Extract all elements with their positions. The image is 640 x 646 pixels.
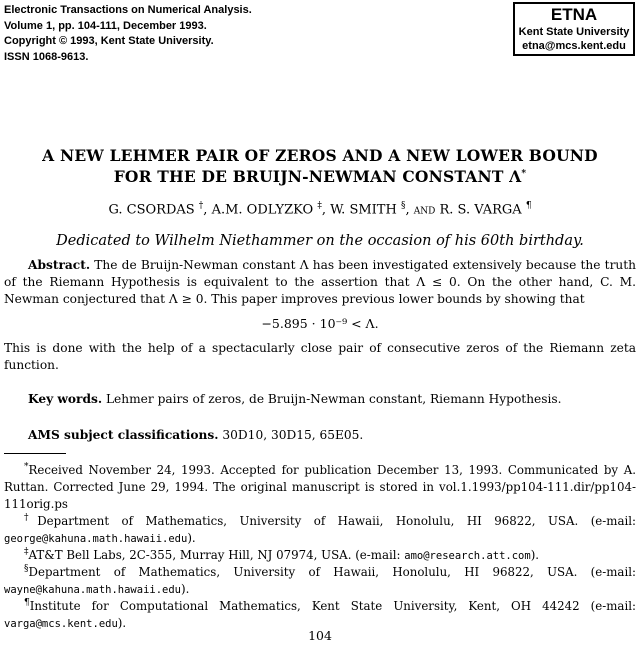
etna-title: ETNA [550,5,598,24]
journal-line: Electronic Transactions on Numerical Analysis. [4,4,252,16]
etna-email: etna@mcs.kent.edu [522,40,626,52]
etna-logo-box [513,2,635,56]
abstract [4,257,636,308]
author-separator: , [203,202,212,218]
author-mark: ‡ [317,201,322,211]
footnote-email[interactable]: wayne@kahuna.math.hawaii.edu [4,583,182,596]
footnote-text: Received November 24, 1993. Accepted for publication December 13, 1993. Communicated by A. Ruttan. Corrected June 29, 1994. The original manuscript is stored in vol.1.1993/pp104-111.dir/pp104-111orig.ps [4,462,636,511]
footnote-text: AT&T Bell Labs, 2C-355, Murray Hill, NJ 07974, USA. (e-mail: [28,547,401,562]
keywords-label: Key words. [28,392,103,406]
footnote-email[interactable]: varga@mcs.kent.edu [4,617,118,630]
paper-title [0,147,640,186]
title-line-2-text: FOR THE DE BRUIJN-NEWMAN CONSTANT Λ [113,167,522,187]
author-mark: § [400,201,406,211]
footnote-email[interactable]: george@kahuna.math.hawaii.edu [4,532,188,545]
footnote-varga: ¶Institute for Computational Mathematics, Kent State University, Kent, OH 44242 (e-mail: varga@mcs.kent.edu). [4,598,636,630]
title-footnote-mark: * [521,169,527,179]
ams-label: AMS subject classifications. [28,428,219,442]
author-name: R. S. VARGA [439,202,522,218]
footnote-mark: † [24,513,38,523]
footnote-email[interactable]: amo@research.att.com [404,549,531,562]
page-number: 104 [308,628,332,643]
author-separator: , [321,202,331,218]
footnote-mark: * [24,462,29,472]
author-mark: ¶ [525,201,532,211]
journal-header [4,3,252,65]
keywords [4,391,636,408]
etna-university: Kent State University [518,26,630,38]
journal-line: Volume 1, pp. 104-111, December 1993. [4,19,207,32]
footnote-csordas: †Department of Mathematics, University of Hawaii, Honolulu, HI 96822, USA. (e-mail: george@kahuna.math.hawaii.edu). [4,513,637,545]
ams-text: 30D10, 30D15, 65E05. [222,428,364,442]
title-line-2 [0,165,640,186]
dedication: Dedicated to Wilhelm Niethammer on the occasion of his 60th birthday. [56,233,584,249]
author-list [0,201,640,217]
author-name: G. CSORDAS [108,202,195,218]
footnote-mark: § [24,564,29,574]
author-name: A.M. ODLYZKO [211,202,314,218]
title-line-1: A NEW LEHMER PAIR OF ZEROS AND A NEW LOWER BOUND [42,146,598,165]
footnote-odlyzko: ‡AT&T Bell Labs, 2C-355, Murray Hill, NJ 07974, USA. (e-mail: amo@research.att.com). [24,547,540,562]
footnote-rule [4,453,66,454]
footnote-text: Department of Mathematics, University of Hawaii, Honolulu, HI 96822, USA. (e-mail: [28,564,636,579]
footnote-mark: ¶ [24,598,30,608]
abstract-label: Abstract. [28,258,91,272]
abstract-text: The de Bruijn-Newman constant Λ has been investigated extensively because the truth of the Riemann Hypothesis is equivalent to the assertion that Λ ≤ 0. On the other hand, C. M. Newman conjectured that Λ ≥ 0. This paper improves previous lower bounds by showing that [4,258,637,306]
equation: −5.895 · 10⁻⁹ < Λ. [261,316,379,331]
journal-line: Copyright © 1993, Kent State University. [4,35,214,47]
ams-classifications [4,427,636,444]
author-mark: † [198,201,204,211]
author-separator: , and [405,202,440,218]
keywords-text: Lehmer pairs of zeros, de Bruijn-Newman constant, Riemann Hypothesis. [105,392,562,406]
footnote-received [4,459,636,513]
footnote-text: Institute for Computational Mathematics, Kent State University, Kent, OH 44242 (e-mail: [29,598,636,613]
footnote-smith: §Department of Mathematics, University of Hawaii, Honolulu, HI 96822, USA. (e-mail: wayne@kahuna.math.hawaii.edu). [4,564,636,596]
journal-line: ISSN 1068-9613. [4,50,89,63]
footnote-mark: ‡ [24,547,29,557]
footnote-text: Department of Mathematics, University of Hawaii, Honolulu, HI 96822, USA. (e-mail: [37,513,637,528]
author-name: W. SMITH [330,202,397,218]
abstract-continuation: This is done with the help of a spectacularly close pair of consecutive zeros of the Riemann zeta function. [4,341,636,372]
